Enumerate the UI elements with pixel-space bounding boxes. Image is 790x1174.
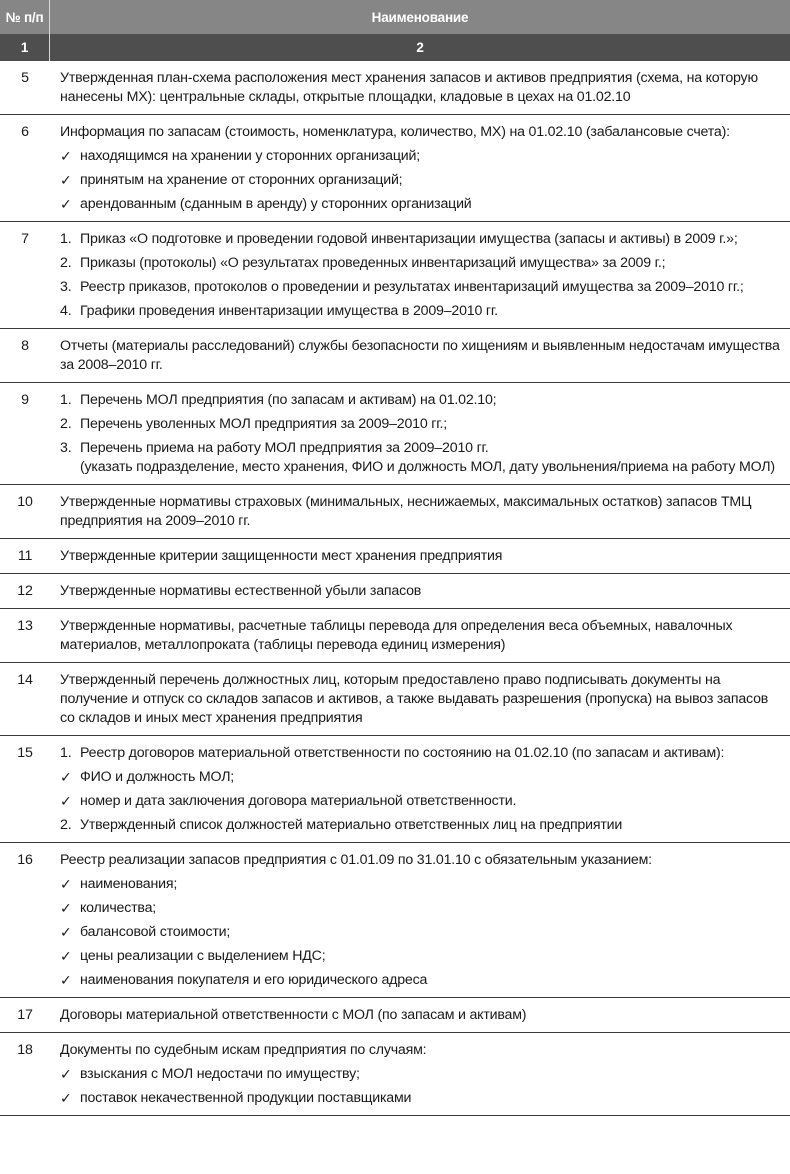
- checklist-item: [60, 792, 784, 811]
- checkmark-icon: ✓: [60, 948, 72, 964]
- numbered-item: [60, 439, 784, 458]
- row-intro: Документы по судебным искам предприятия по случаям:: [60, 1042, 427, 1058]
- table-row: [0, 1033, 790, 1116]
- checkmark-icon: ✓: [60, 793, 72, 809]
- item-text: наименования;: [80, 876, 178, 892]
- row-number: 13: [17, 618, 33, 634]
- table-row: [0, 539, 790, 574]
- item-text: номер и дата заключения договора материальной ответственности.: [80, 793, 517, 809]
- numbered-item: [60, 816, 784, 835]
- row-number: 5: [21, 70, 29, 86]
- table-subheader: [0, 34, 790, 61]
- checklist-item: [60, 899, 784, 918]
- table-row: [0, 115, 790, 222]
- item-text: балансовой стоимости;: [80, 924, 231, 940]
- numbered-item: [60, 302, 784, 321]
- table-body: [0, 61, 790, 1116]
- checkmark-icon: ✓: [60, 148, 72, 164]
- row-content: [50, 391, 790, 477]
- row-number: 7: [21, 231, 29, 247]
- row-content: [50, 69, 790, 107]
- row-number: 15: [17, 745, 33, 761]
- row-content: [50, 582, 790, 601]
- row-content: [50, 671, 790, 728]
- row-number: 10: [17, 494, 33, 510]
- row-text: Утвержденные нормативы, расчетные таблицы перевода для определения веса объемных, навалочных материалов, металлопроката (таблицы перевода единиц измерения): [60, 618, 733, 653]
- checkmark-icon: ✓: [60, 972, 72, 988]
- table-row: [0, 329, 790, 383]
- row-number: 6: [21, 124, 29, 140]
- table-row: [0, 663, 790, 736]
- item-text: количества;: [80, 900, 157, 916]
- checkmark-icon: ✓: [60, 1090, 72, 1106]
- table-row: [0, 61, 790, 115]
- subheader-num: 1: [0, 34, 50, 61]
- item-text: Графики проведения инвентаризации имущества в 2009–2010 гг.: [80, 303, 498, 319]
- row-text: Утвержденная план-схема расположения мест хранения запасов и активов предприятия (схема, на которую нанесены МХ): центральные склады, открытые площадки, кладовые в цехах на 01.02.10: [60, 70, 758, 105]
- row-text: Утвержденный перечень должностных лиц, которым предоставлено право подписывать документы на получение и отпуск со складов запасов и активов, а также выдавать разрешения (пропуска) на вывоз запасов со складов и иных мест хранения предприятия: [60, 672, 769, 726]
- item-text: Приказ «О подготовке и проведении годовой инвентаризации имущества (запасы и активы) в 2009 г.»;: [80, 231, 738, 247]
- item-number: 1.: [60, 745, 72, 761]
- item-text: Перечень уволенных МОЛ предприятия за 2009–2010 гг.;: [80, 416, 447, 432]
- item-text: находящимся на хранении у сторонних организаций;: [80, 148, 420, 164]
- checkmark-icon: ✓: [60, 172, 72, 188]
- header-num: № п/п: [0, 0, 50, 34]
- numbered-item: [60, 744, 784, 763]
- checklist-item: [60, 875, 784, 894]
- row-intro: Информация по запасам (стоимость, номенклатура, количество, МХ) на 01.02.10 (забалансовые счета):: [60, 124, 730, 140]
- checklist-item: [60, 171, 784, 190]
- item-number: 1.: [60, 231, 72, 247]
- row-text: Отчеты (материалы расследований) службы безопасности по хищениям и выявленным недостачам имущества за 2008–2010 гг.: [60, 338, 780, 373]
- row-content: [50, 1006, 790, 1025]
- item-text: арендованным (сданным в аренду) у сторонних организаций: [80, 196, 472, 212]
- row-number: 14: [17, 672, 33, 688]
- row-text: Утвержденные критерии защищенности мест хранения предприятия: [60, 548, 503, 564]
- table-row: [0, 843, 790, 998]
- table-row: [0, 383, 790, 485]
- checklist-item: [60, 971, 784, 990]
- table-row: [0, 485, 790, 539]
- table-header: [0, 0, 790, 34]
- row-number: 12: [17, 583, 33, 599]
- checkmark-icon: ✓: [60, 769, 72, 785]
- numbered-item: [60, 278, 784, 297]
- row-content: [50, 493, 790, 531]
- checkmark-icon: ✓: [60, 924, 72, 940]
- item-text: ФИО и должность МОЛ;: [80, 769, 235, 785]
- row-content: [50, 337, 790, 375]
- item-text: Приказы (протоколы) «О результатах проведенных инвентаризаций имущества» за 2009 г.;: [80, 255, 666, 271]
- item-number: 2.: [60, 817, 72, 833]
- checkmark-icon: ✓: [60, 876, 72, 892]
- row-number: 11: [17, 548, 33, 564]
- item-text: цены реализации с выделением НДС;: [80, 948, 326, 964]
- row-content: [50, 744, 790, 835]
- checklist-item: [60, 147, 784, 166]
- row-text: Договоры материальной ответственности с МОЛ (по запасам и активам): [60, 1007, 527, 1023]
- header-name: Наименование: [371, 9, 469, 25]
- row-number: 18: [17, 1042, 33, 1058]
- row-number: 17: [17, 1007, 33, 1023]
- item-text: Реестр приказов, протоколов о проведении и результатах инвентаризаций имущества за 2009–2010 гг.;: [80, 279, 744, 295]
- checklist-item: [60, 947, 784, 966]
- item-number: 1.: [60, 392, 72, 408]
- item-text: поставок некачественной продукции поставщиками: [80, 1090, 412, 1106]
- item-text: Перечень МОЛ предприятия (по запасам и активам) на 01.02.10;: [80, 392, 497, 408]
- numbered-item: [60, 254, 784, 273]
- item-text: Реестр договоров материальной ответственности по состоянию на 01.02.10 (по запасам и активам):: [80, 745, 725, 761]
- item-number: 3.: [60, 440, 72, 456]
- checklist-item: [60, 768, 784, 787]
- row-intro: Реестр реализации запасов предприятия с 01.01.09 по 31.01.10 с обязательным указанием:: [60, 852, 652, 868]
- checklist-item: [60, 1089, 784, 1108]
- subheader-name: 2: [416, 40, 424, 55]
- row-content: [50, 617, 790, 655]
- item-number: 2.: [60, 416, 72, 432]
- item-number: 2.: [60, 255, 72, 271]
- item-text: Перечень приема на работу МОЛ предприятия за 2009–2010 гг.: [80, 440, 489, 456]
- row-number: 16: [17, 852, 33, 868]
- row-number: 8: [21, 338, 29, 354]
- checklist-item: [60, 195, 784, 214]
- row-content: [50, 123, 790, 214]
- row-content: [50, 547, 790, 566]
- row-continuation: (указать подразделение, место хранения, ФИО и должность МОЛ, дату увольнения/приема на работу МОЛ): [80, 459, 775, 475]
- row-text: Утвержденные нормативы естественной убыли запасов: [60, 583, 422, 599]
- item-text: принятым на хранение от сторонних организаций;: [80, 172, 403, 188]
- table-row: [0, 736, 790, 843]
- row-number: 9: [21, 392, 29, 408]
- item-number: 3.: [60, 279, 72, 295]
- item-number: 4.: [60, 303, 72, 319]
- table-row: [0, 222, 790, 329]
- checkmark-icon: ✓: [60, 1066, 72, 1082]
- checklist-item: [60, 923, 784, 942]
- row-content: [50, 230, 790, 321]
- numbered-item: [60, 415, 784, 434]
- checkmark-icon: ✓: [60, 196, 72, 212]
- row-content: [50, 1041, 790, 1108]
- row-text: Утвержденные нормативы страховых (минимальных, неснижаемых, максимальных остатков) запасов ТМЦ предприятия на 2009–2010 гг.: [60, 494, 752, 529]
- checkmark-icon: ✓: [60, 900, 72, 916]
- numbered-item: [60, 391, 784, 410]
- checklist-item: [60, 1065, 784, 1084]
- table-row: [0, 574, 790, 609]
- numbered-item: [60, 230, 784, 249]
- item-text: Утвержденный список должностей материально ответственных лиц на предприятии: [80, 817, 623, 833]
- row-content: [50, 851, 790, 990]
- item-text: взыскания с МОЛ недостачи по имуществу;: [80, 1066, 360, 1082]
- table-row: [0, 998, 790, 1033]
- table-row: [0, 609, 790, 663]
- item-text: наименования покупателя и его юридического адреса: [80, 972, 428, 988]
